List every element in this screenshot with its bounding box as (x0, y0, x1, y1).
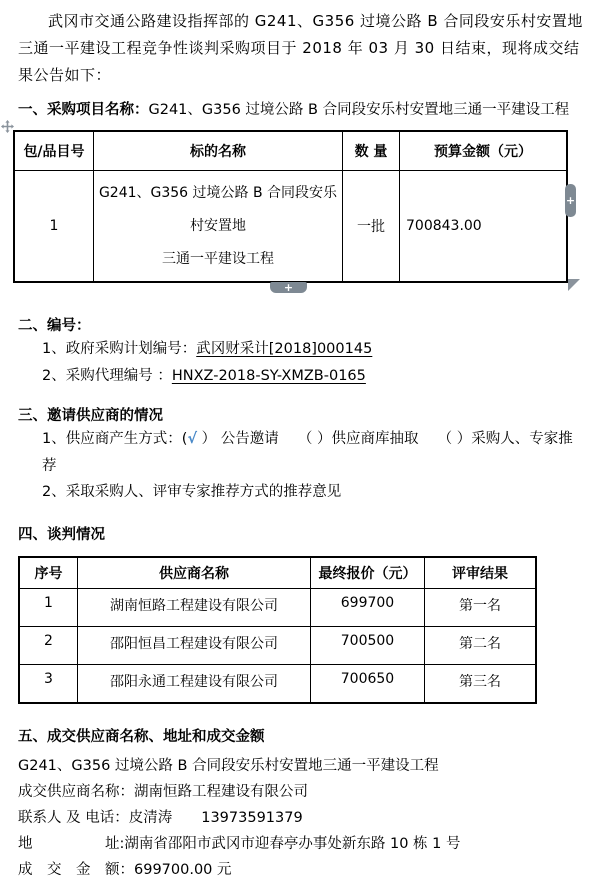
cell-review-result: 第二名 (425, 626, 537, 664)
intro-paragraph: 武冈市交通公路建设指挥部的 G241、G356 过境公路 B 合同段安乐村安置地三通一平建设工程竞争性谈判采购项目于 2018 年 03 月 30 日结束，现将成交结果公告如下： (18, 12, 583, 84)
award-supplier-line (18, 779, 583, 805)
award-address-value: 湖南省邵阳市武冈市迎春亭办事处新东路 10 栋 1 号 (124, 835, 461, 852)
supplier-method-item (18, 426, 583, 479)
table-resize-icon[interactable] (568, 279, 580, 291)
cell-seq-no: 3 (19, 664, 78, 703)
header-quantity: 数 量 (343, 131, 400, 171)
award-details (18, 753, 583, 883)
award-amount-line (18, 857, 583, 883)
section5-heading: 五、成交供应商名称、地址和成交金额 (18, 728, 265, 745)
insert-row-icon[interactable] (270, 282, 307, 293)
cell-review-result: 第三名 (425, 664, 537, 703)
cell-quantity: 一批 (343, 171, 400, 283)
plus-icon: + (283, 281, 294, 294)
cell-supplier-name: 湖南恒路工程建设有限公司 (78, 588, 311, 626)
table-row (19, 664, 536, 703)
section2-heading: 二、编号： (18, 318, 91, 334)
cell-seq-no: 2 (19, 626, 78, 664)
header-package-no: 包/品目号 (14, 131, 94, 171)
header-review-result: 评审结果 (425, 557, 537, 589)
subject-name-line2: 三通一平建设工程 (162, 250, 274, 267)
agency-number-label: 2、采购代理编号 ： (42, 367, 172, 384)
recommendation-item: 2、采取采购人、评审专家推荐方式的推荐意见 (42, 484, 342, 500)
award-contact-line (18, 805, 583, 831)
award-contact-value: 皮清涛 13973591379 (128, 809, 303, 826)
header-seq-no: 序号 (19, 557, 78, 589)
procurement-table (13, 130, 568, 283)
cell-supplier-name: 邵阳永通工程建设有限公司 (78, 664, 311, 703)
award-supplier-value: 湖南恒路工程建设有限公司 (134, 783, 308, 800)
table-row (14, 171, 567, 283)
table-row (19, 588, 536, 626)
insert-column-icon[interactable] (565, 184, 576, 217)
award-supplier-label: 成交供应商名称： (18, 783, 134, 800)
supplier-method-options: ） 公告邀请 （ ）供应商库抽取 （ ）采购人、专家推荐 (42, 431, 573, 474)
plan-number-value: 武冈财采计[2018]000145 (196, 341, 373, 357)
table-header-row (14, 131, 567, 171)
cell-review-result: 第一名 (425, 588, 537, 626)
checkmark-icon: √ (187, 431, 198, 447)
award-address-label: 地 址: (18, 835, 125, 852)
header-budget: 预算金额（元） (400, 131, 568, 171)
agency-number-value: HNXZ-2018-SY-XMZB-0165 (171, 367, 366, 384)
procurement-table-wrap (13, 130, 576, 294)
plan-number-label: 1、政府采购计划编号： (42, 341, 197, 357)
table-move-icon[interactable] (1, 118, 14, 131)
cell-final-quote: 699700 (311, 588, 425, 626)
award-amount-value: 699700.00 元 (134, 861, 232, 878)
cell-package-no: 1 (14, 171, 94, 283)
cell-final-quote: 700650 (311, 664, 425, 703)
header-supplier-name: 供应商名称 (78, 557, 311, 589)
table-row (19, 626, 536, 664)
award-project-line: G241、G356 过境公路 B 合同段安乐村安置地三通一平建设工程 (18, 757, 439, 774)
agency-number-item (18, 363, 583, 390)
award-contact-label: 联系人 及 电话： (18, 809, 129, 826)
header-final-quote: 最终报价（元） (311, 557, 425, 589)
plus-icon: + (565, 194, 576, 207)
section4-heading: 四、谈判情况 (18, 526, 105, 543)
table-header-row (19, 557, 536, 589)
award-address-line (18, 831, 583, 857)
cell-subject-name (94, 171, 343, 283)
supplier-method-prefix: 1、供应商产生方式：( (42, 431, 188, 447)
section1-heading (18, 100, 583, 120)
cell-seq-no: 1 (19, 588, 78, 626)
cell-budget: 700843.00 (400, 171, 568, 283)
cell-supplier-name: 邵阳恒昌工程建设有限公司 (78, 626, 311, 664)
section1-label: 一、采购项目名称： (18, 102, 149, 118)
subject-name-line1: G241、G356 过境公路 B 合同段安乐村安置地 (98, 184, 338, 234)
section1-project-name: G241、G356 过境公路 B 合同段安乐村安置地三通一平建设工程 (148, 102, 570, 118)
negotiation-table (18, 556, 537, 704)
section3-heading: 三、邀请供应商的情况 (18, 408, 163, 424)
header-subject-name: 标的名称 (94, 131, 343, 171)
plan-number-item (18, 336, 583, 363)
award-amount-label: 成 交 金 额： (18, 861, 134, 878)
cell-final-quote: 700500 (311, 626, 425, 664)
